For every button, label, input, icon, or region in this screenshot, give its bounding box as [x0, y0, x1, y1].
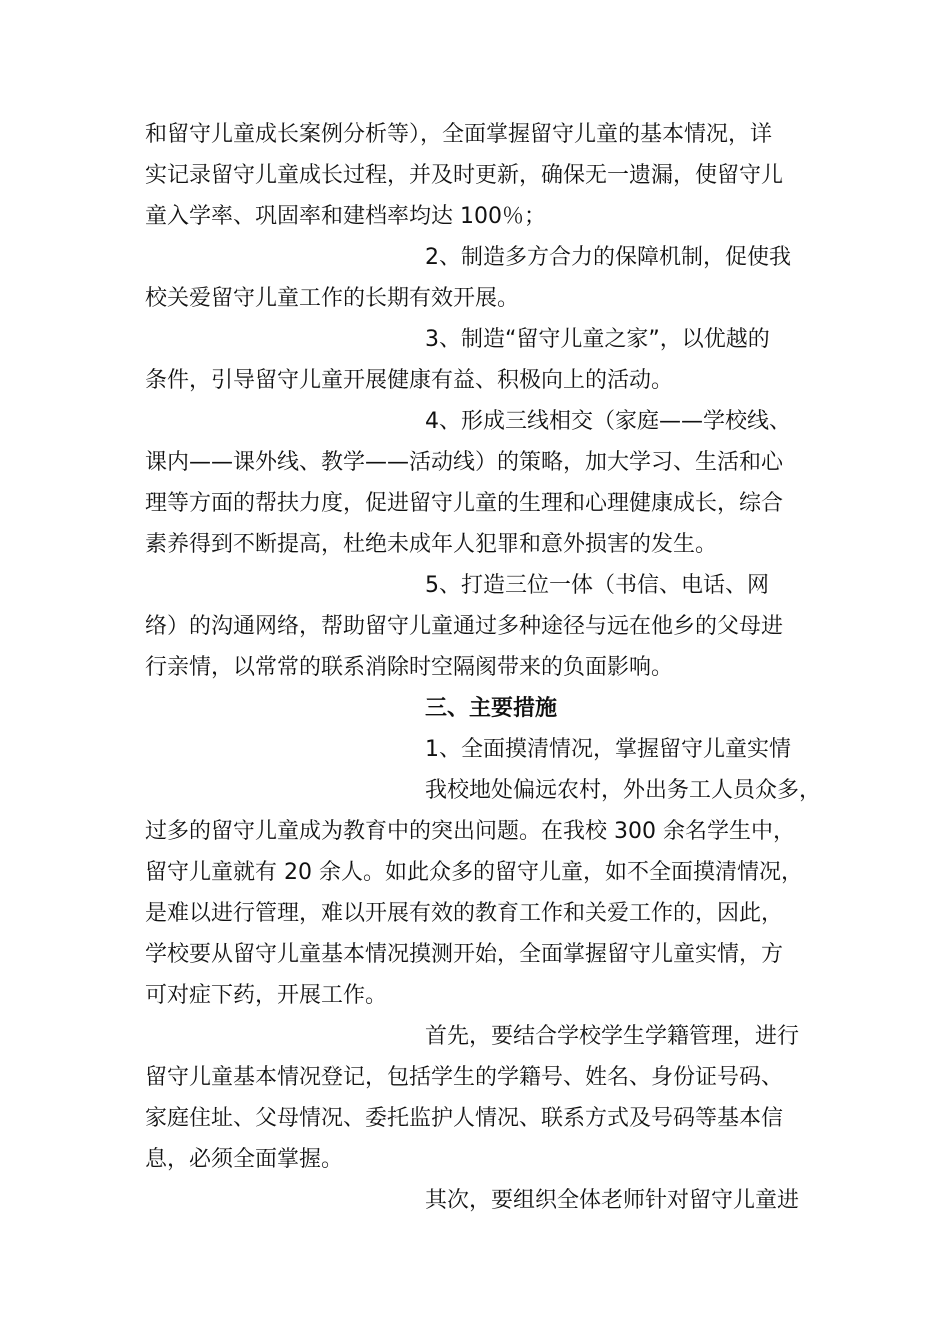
paragraph-line: 家庭住址、父母情况、委托监护人情况、联系方式及号码等基本信	[145, 1106, 784, 1131]
paragraph-line: 条件，引导留守儿童开展健康有益、积极向上的活动。	[145, 368, 674, 393]
paragraph-line: 首先，要结合学校学生学籍管理，进行	[425, 1024, 800, 1049]
paragraph-line: 留守儿童基本情况登记，包括学生的学籍号、姓名、身份证号码、	[145, 1065, 784, 1090]
paragraph-line: 行亲情，以常常的联系消除时空隔阂带来的负面影响。	[145, 655, 674, 680]
paragraph-line: 理等方面的帮扶力度，促进留守儿童的生理和心理健康成长，综合	[145, 491, 784, 516]
subsection-heading: 1、全面摸清情况，掌握留守儿童实情	[425, 737, 791, 762]
paragraph-line: 我校地处偏远农村，外出务工人员众多，	[425, 778, 822, 803]
paragraph-line: 素养得到不断提高，杜绝未成年人犯罪和意外损害的发生。	[145, 532, 718, 557]
paragraph-line: 2、制造多方合力的保障机制，促使我	[425, 245, 791, 270]
paragraph-line: 其次，要组织全体老师针对留守儿童进	[425, 1188, 800, 1213]
paragraph-line: 实记录留守儿童成长过程，并及时更新，确保无一遗漏，使留守儿	[145, 163, 784, 188]
paragraph-line: 和留守儿童成长案例分析等），全面掌握留守儿童的基本情况，详	[145, 122, 773, 147]
paragraph-line: 3、制造“留守儿童之家”，以优越的	[425, 327, 770, 352]
paragraph-line: 学校要从留守儿童基本情况摸测开始，全面掌握留守儿童实情，方	[145, 942, 784, 967]
paragraph-line: 童入学率、巩固率和建档率均达 100％；	[145, 204, 546, 229]
paragraph-line: 校关爱留守儿童工作的长期有效开展。	[145, 286, 520, 311]
paragraph-line: 是难以进行管理，难以开展有效的教育工作和关爱工作的，因此，	[145, 901, 784, 926]
paragraph-line: 4、形成三线相交（家庭——学校线、	[425, 409, 791, 434]
paragraph-line: 过多的留守儿童成为教育中的突出问题。在我校 300 余名学生中，	[145, 819, 795, 844]
paragraph-line: 息，必须全面掌握。	[145, 1147, 344, 1172]
paragraph-line: 留守儿童就有 20 余人。如此众多的留守儿童，如不全面摸清情况，	[145, 860, 803, 885]
paragraph-line: 5、打造三位一体（书信、电话、网	[425, 573, 769, 598]
paragraph-line: 可对症下药，开展工作。	[145, 983, 388, 1008]
section-heading: 三、主要措施	[425, 696, 558, 721]
paragraph-line: 课内——课外线、教学——活动线）的策略，加大学习、生活和心	[145, 450, 784, 475]
paragraph-line: 络）的沟通网络，帮助留守儿童通过多种途径与远在他乡的父母进	[145, 614, 784, 639]
